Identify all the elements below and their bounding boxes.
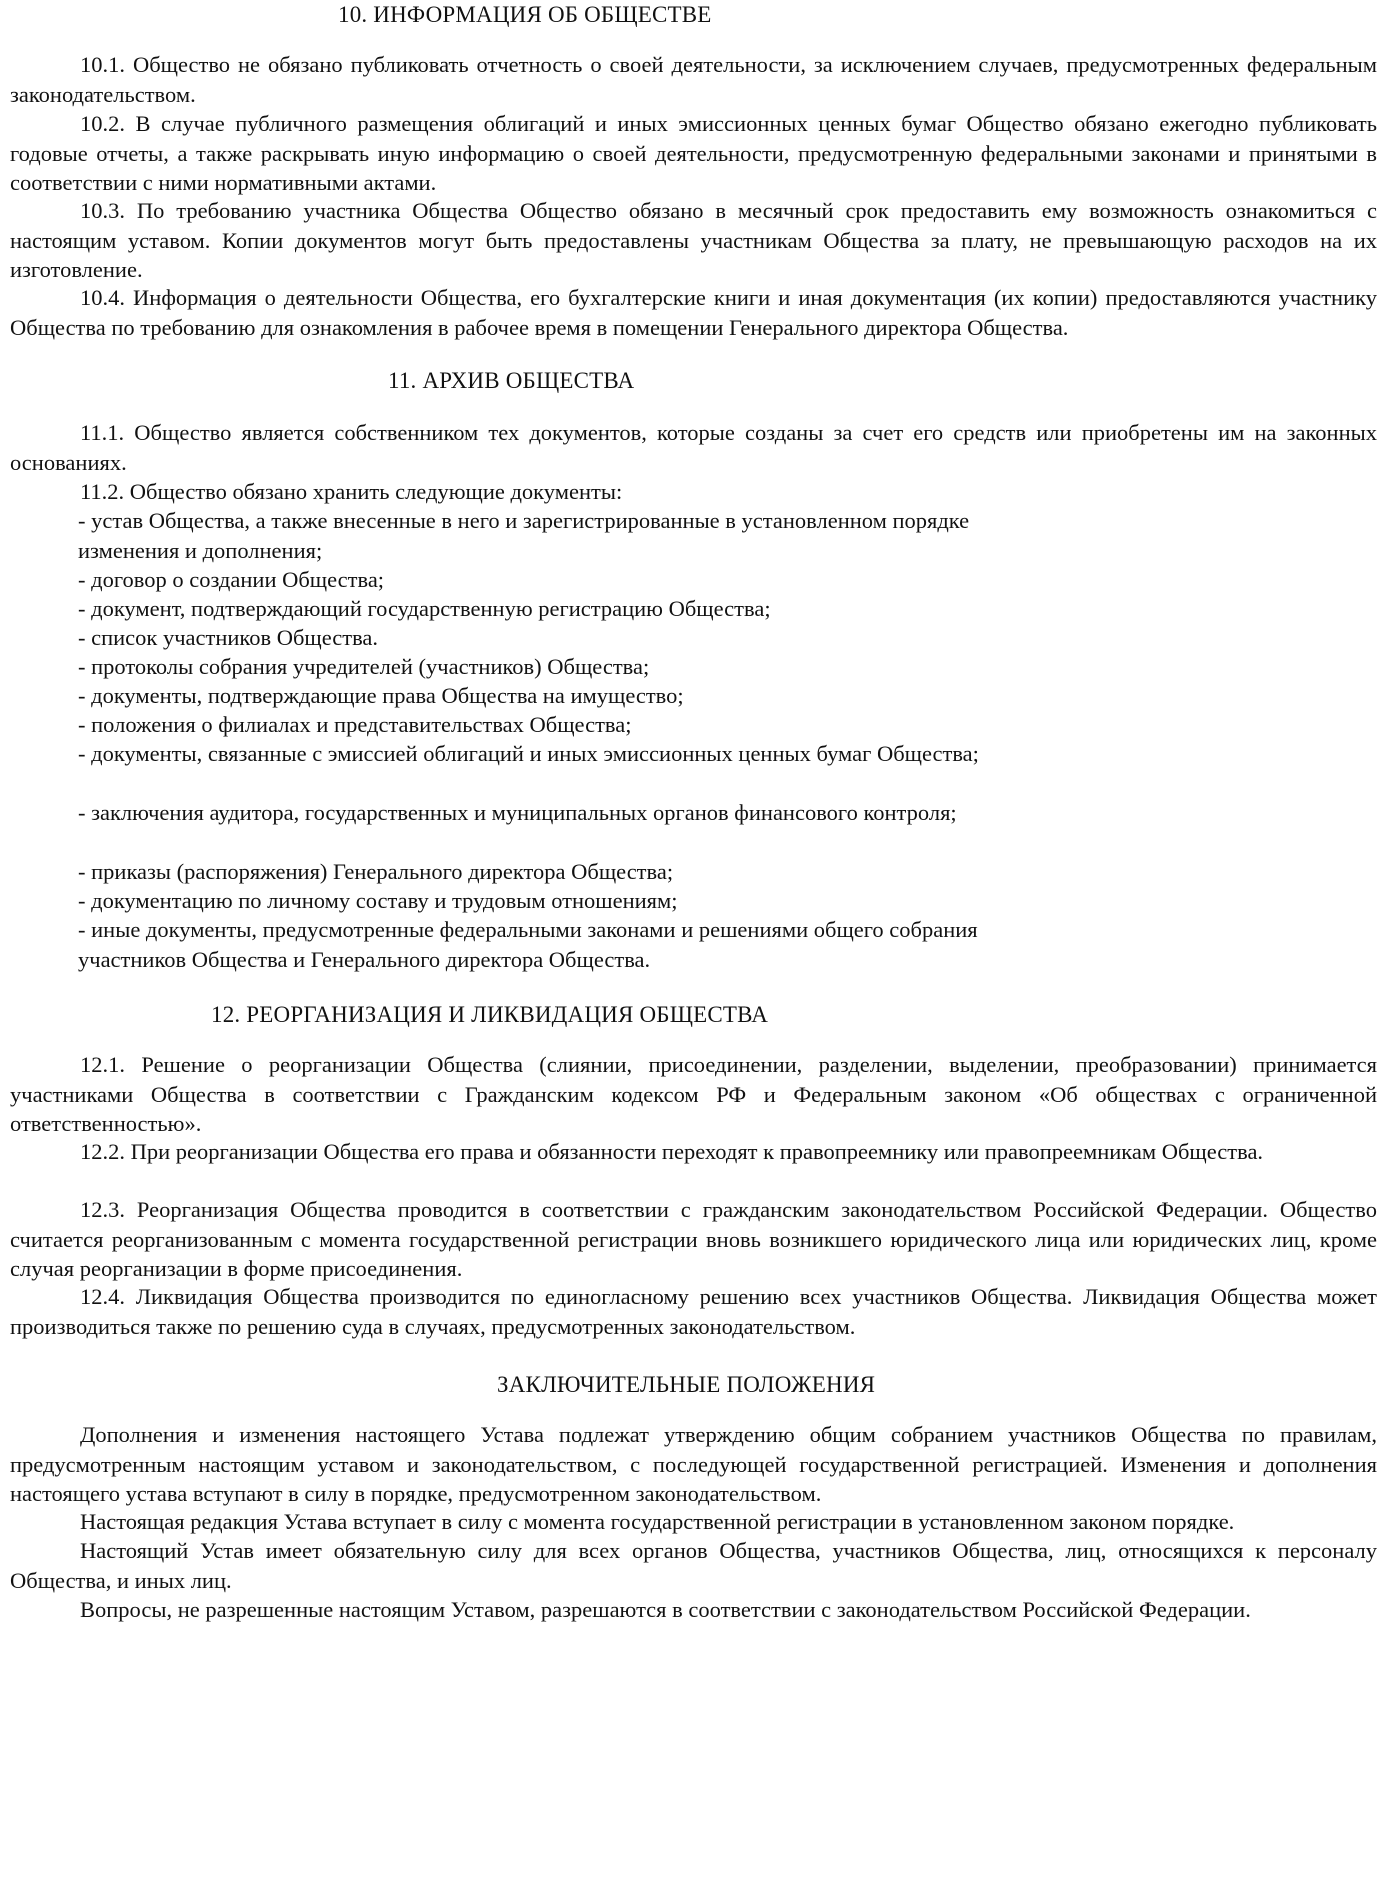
paragraph-12-4: 12.4. Ликвидация Общества производится по единогласному решению всех участников Общества. Ликвидация Общества может производиться также по решению суда в случаях, предусмотренных законодательством.	[10, 1284, 1377, 1339]
list-item: - заключения аудитора, государственных и муниципальных органов финансового контроля;	[78, 800, 957, 825]
paragraph-10-4: 10.4. Информация о деятельности Общества, его бухгалтерские книги и иная документация (их копии) предоставляются участнику Общества по требованию для ознакомления в рабочее время в помещении Генерального директора Общества.	[10, 285, 1377, 340]
list-item: - устав Общества, а также внесенные в него и зарегистрированные в установленном порядке изменения и дополнения;	[78, 508, 970, 563]
list-item: - протоколы собрания учредителей (участников) Общества;	[78, 654, 650, 679]
paragraph-12-2: 12.2. При реорганизации Общества его права и обязанности переходят к правопреемнику или правопреемникам Общества.	[80, 1139, 1264, 1164]
list-item: - иные документы, предусмотренные федеральными законами и решениями общего собрания участников Общества и Генерального директора Общества.	[78, 917, 978, 972]
paragraph-final-4: Вопросы, не разрешенные настоящим Уставом, разрешаются в соответствии с законодательством Российской Федерации.	[80, 1597, 1251, 1622]
section-12-title: 12. РЕОРГАНИЗАЦИЯ И ЛИКВИДАЦИЯ ОБЩЕСТВА	[211, 1002, 769, 1027]
list-item: - положения о филиалах и представительствах Общества;	[78, 712, 632, 737]
paragraph-final-3: Настоящий Устав имеет обязательную силу для всех органов Общества, участников Общества, лиц, относящихся к персоналу Общества, и иных лиц.	[10, 1538, 1377, 1593]
section-11-title: 11. АРХИВ ОБЩЕСТВА	[388, 368, 635, 393]
list-item: - документы, подтверждающие права Общества на имущество;	[78, 683, 684, 708]
final-provisions-title: ЗАКЛЮЧИТЕЛЬНЫЕ ПОЛОЖЕНИЯ	[497, 1372, 876, 1397]
paragraph-10-1: 10.1. Общество не обязано публиковать отчетность о своей деятельности, за исключением случаев, предусмотренных федеральным законодательством.	[10, 52, 1377, 107]
list-item: - документацию по личному составу и трудовым отношениям;	[78, 888, 678, 913]
paragraph-12-1: 12.1. Решение о реорганизации Общества (слиянии, присоединении, разделении, выделении, преобразовании) принимается участниками Общества в соответствии с Гражданским кодексом РФ и Федеральным законом «Об обществах с ограниченной ответственностью».	[10, 1052, 1377, 1136]
section-10-title: 10. ИНФОРМАЦИЯ ОБ ОБЩЕСТВЕ	[338, 2, 712, 27]
list-item: - документ, подтверждающий государственную регистрацию Общества;	[78, 596, 771, 621]
list-item: - приказы (распоряжения) Генерального директора Общества;	[78, 859, 674, 884]
list-item: - документы, связанные с эмиссией облигаций и иных эмиссионных ценных бумаг Общества;	[78, 741, 979, 766]
list-item: - договор о создании Общества;	[78, 567, 385, 592]
paragraph-12-3: 12.3. Реорганизация Общества проводится в соответствии с гражданским законодательством Российской Федерации. Общество считается реорганизованным с момента государственной регистрации вновь возникшего юридического лица или юридических лиц, кроме случая реорганизации в форме присоединения.	[10, 1197, 1377, 1281]
paragraph-11-1: 11.1. Общество является собственником тех документов, которые созданы за счет его средств или приобретены им на законных основаниях.	[10, 420, 1377, 475]
paragraph-10-2: 10.2. В случае публичного размещения облигаций и иных эмиссионных ценных бумаг Общество обязано ежегодно публиковать годовые отчеты, а также раскрывать иную информацию о своей деятельности, предусмотренную федеральными законами и принятыми в соответствии с ними нормативными актами.	[10, 111, 1377, 195]
paragraph-final-2: Настоящая редакция Устава вступает в силу с момента государственной регистрации в установленном законом порядке.	[80, 1509, 1235, 1534]
list-item: - список участников Общества.	[78, 625, 379, 650]
paragraph-final-1: Дополнения и изменения настоящего Устава подлежат утверждению общим собранием участников Общества по правилам, предусмотренным настоящим уставом и законодательством, с последующей государственной регистрацией. Изменения и дополнения настоящего устава вступают в силу в порядке, предусмотренном законодательством.	[10, 1422, 1377, 1506]
paragraph-11-2-intro: 11.2. Общество обязано хранить следующие документы:	[80, 479, 623, 504]
paragraph-10-3: 10.3. По требованию участника Общества Общество обязано в месячный срок предоставить ему возможность ознакомиться с настоящим уставом. Копии документов могут быть предоставлены участникам Общества за плату, не превышающую расходов на их изготовление.	[10, 198, 1377, 282]
